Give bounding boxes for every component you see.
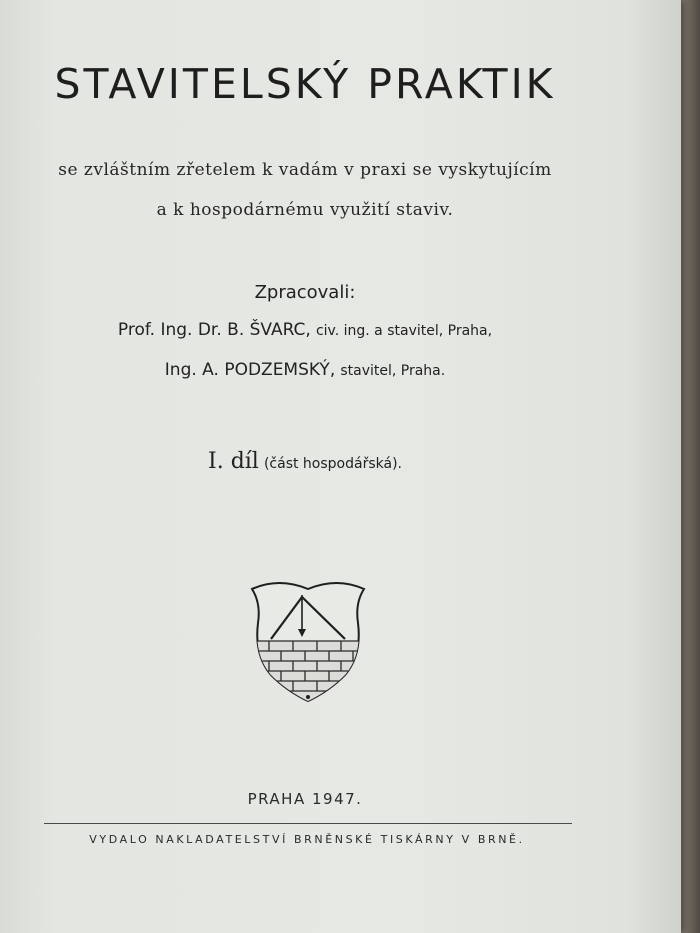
author-role: stavitel, Praha.	[340, 363, 446, 379]
volume-note: (část hospodářská).	[263, 456, 402, 472]
author-name: Prof. Ing. Dr. B. ŠVARC,	[117, 320, 311, 340]
divider-rule	[44, 823, 572, 824]
author-name: Ing. A. PODZEMSKÝ,	[164, 360, 336, 380]
author-line-2	[0, 360, 610, 380]
book-edge	[681, 0, 700, 933]
prepared-by-label: Zpracovali:	[254, 282, 356, 303]
subtitle-line-1: se zvláštním zřetelem k vadám v praxi se vyskytujícím	[58, 160, 552, 180]
imprint-city-year: PRAHA 1947.	[247, 790, 363, 808]
volume-label	[0, 449, 610, 474]
book-title: STAVITELSKÝ PRAKTIK	[54, 60, 556, 108]
volume-number: I. díl	[208, 449, 259, 474]
publisher-line: VYDALO NAKLADATELSTVÍ BRNĚNSKÉ TISKÁRNY V BRNĚ.	[89, 833, 525, 846]
shield-emblem-icon	[247, 573, 369, 705]
author-line-1	[0, 320, 610, 340]
author-role: civ. ing. a stavitel, Praha,	[315, 323, 493, 339]
subtitle-line-2: a k hospodárnému využití staviv.	[156, 200, 454, 220]
